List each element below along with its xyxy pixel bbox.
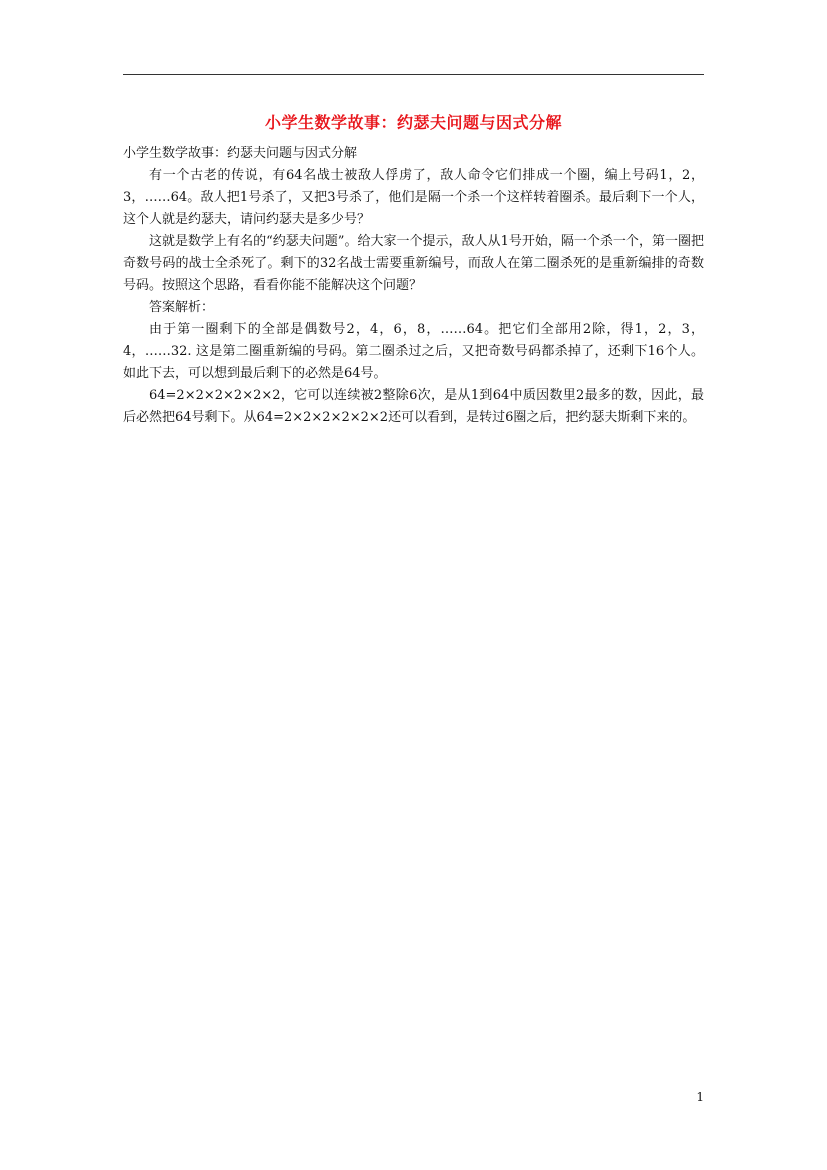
header-rule — [123, 74, 704, 75]
subtitle: 小学生数学故事：约瑟夫问题与因式分解 — [123, 146, 358, 161]
paragraph-factorization: 64=2×2×2×2×2×2，它可以连续被2整除6次，是从1到64中质因数里2最多的数，因此，最后必然把64号剩下。从64=2×2×2×2×2×2还可以看到，是转过6圈之后，把约瑟夫斯剩下来的。 — [123, 388, 704, 425]
paragraph-legend: 有一个古老的传说，有64名战士被敌人俘虏了，敌人命令它们排成一个圈，编上号码1，2，3，……64。敌人把1号杀了，又把3号杀了，他们是隔一个杀一个这样转着圈杀。最后剩下一个人，这个人就是约瑟夫，请问约瑟夫是多少号？ — [123, 168, 704, 227]
paragraph-solution: 由于第一圈剩下的全部是偶数号2，4，6，8，……64。把它们全部用2除，得1，2，3，4，……32. 这是第二圈重新编的号码。第二圈杀过之后，又把奇数号码都杀掉了，还剩下16个人。如此下去，可以想到最后剩下的必然是64号。 — [123, 322, 704, 381]
answer-heading: 答案解析： — [149, 300, 215, 315]
paragraph-hint: 这就是数学上有名的“约瑟夫问题”。给大家一个提示，敌人从1号开始，隔一个杀一个，第一圈把奇数号码的战士全杀死了。剩下的32名战士需要重新编号，而敌人在第二圈杀死的是重新编排的奇数号码。按照这个思路，看看你能不能解决这个问题？ — [123, 234, 704, 293]
document-title: 小学生数学故事：约瑟夫问题与因式分解 — [264, 113, 562, 132]
document-body — [123, 143, 704, 429]
page-number: 1 — [696, 1090, 704, 1104]
